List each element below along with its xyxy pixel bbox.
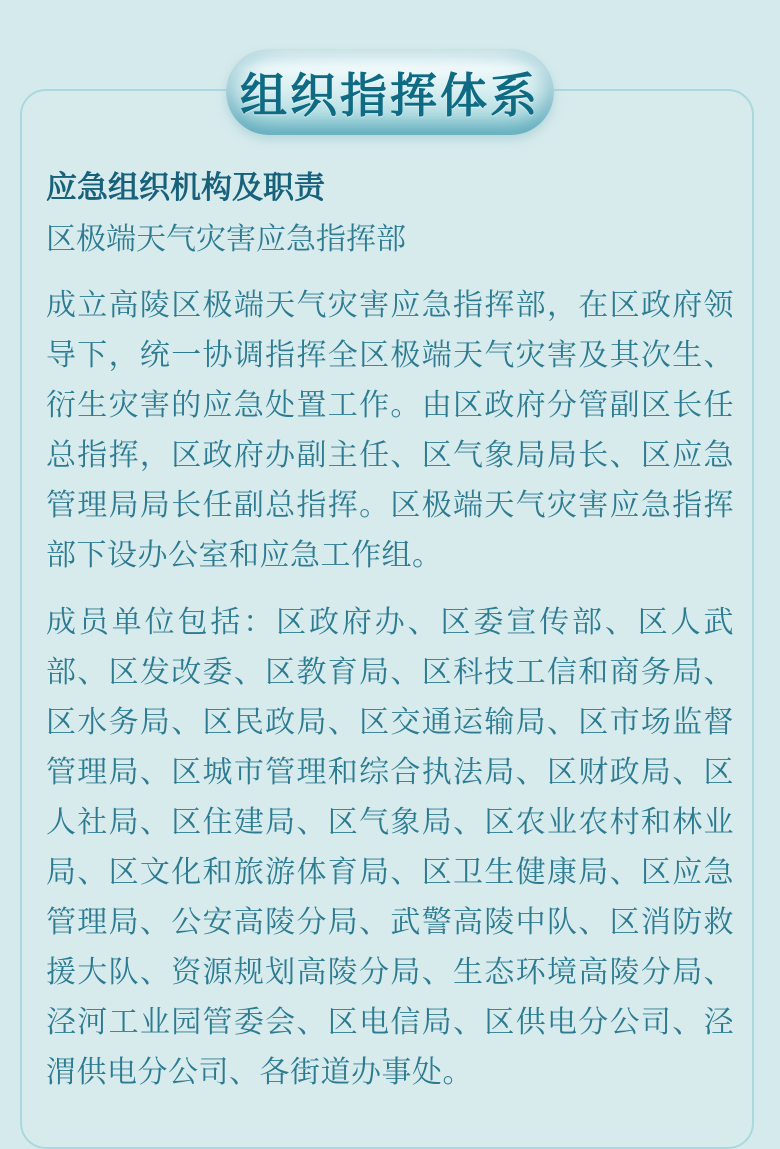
section-header-badge — [226, 49, 554, 135]
subsection-title: 区极端天气灾害应急指挥部 — [46, 223, 406, 256]
content-area — [46, 169, 734, 1115]
section-title: 应急组织机构及职责 — [46, 170, 325, 205]
body-paragraph-command-structure: 成立高陵区极端天气灾害应急指挥部，在区政府领导下，统一协调指挥全区极端天气灾害及其次生、衍生灾害的应急处置工作。由区政府分管副区长任总指挥，区政府办副主任、区气象局局长、区应急管理局局长任副总指挥。区极端天气灾害应急指挥部下设办公室和应急工作组。 — [46, 289, 734, 572]
body-paragraph-member-units: 成员单位包括：区政府办、区委宣传部、区人武部、区发改委、区教育局、区科技工信和商务局、区水务局、区民政局、区交通运输局、区市场监督管理局、区城市管理和综合执法局、区财政局、区人社局、区住建局、区气象局、区农业农村和林业局、区文化和旅游体育局、区卫生健康局、区应急管理局、公安高陵分局、武警高陵中队、区消防救援大队、资源规划高陵分局、生态环境高陵分局、泾河工业园管委会、区电信局、区供电分公司、泾渭供电分公司、各街道办事处。 — [46, 606, 734, 1089]
section-header-badge-label: 组织指挥体系 — [240, 68, 540, 122]
